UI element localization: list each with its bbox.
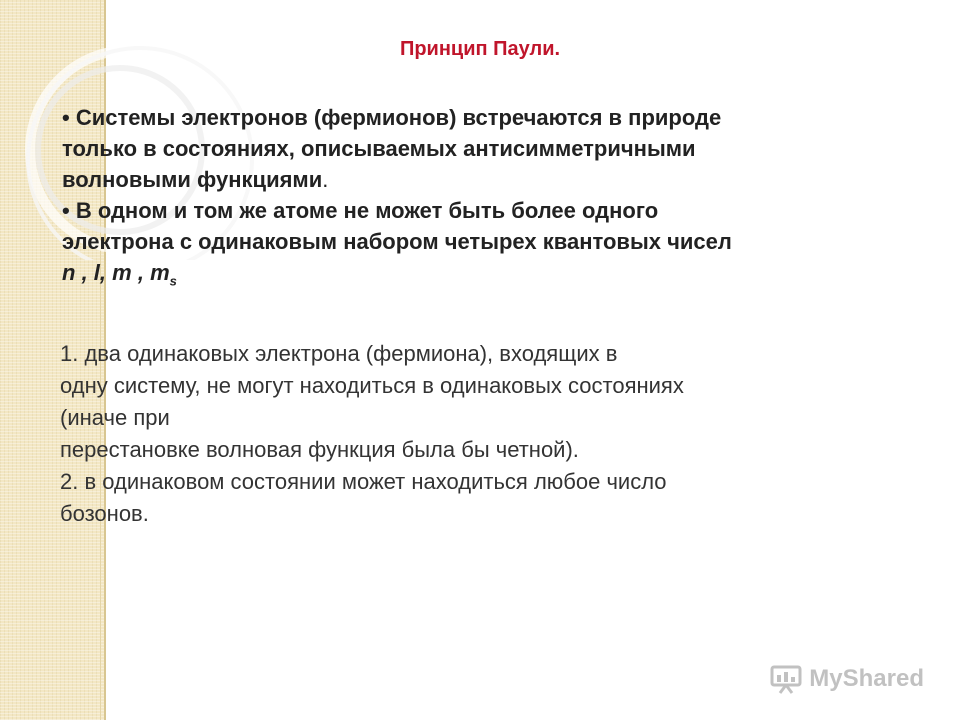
bullet-2-line-2: электрона с одинаковым набором четырех квантовых чисел (62, 229, 732, 254)
presentation-board-icon (769, 664, 803, 694)
bullet-1-line-2: только в состояниях, описываемых антисимметричными (62, 136, 696, 161)
qn-n: n (62, 260, 76, 285)
bullet-list (62, 102, 922, 296)
qn-ms-subscript: s (169, 273, 177, 289)
qn-l: l (93, 260, 100, 285)
note-line-3: (иначе при (60, 405, 170, 430)
mysharedwatermark (769, 664, 924, 694)
note-line-2: одну систему, не могут находиться в одинаковых состояниях (60, 373, 684, 398)
bullet-1-line-3-text: волновыми функциями (62, 167, 323, 192)
bullet-1-line-3 (62, 164, 922, 195)
quantum-numbers (62, 257, 922, 296)
watermark-text: MyShared (809, 665, 924, 692)
bullet-1-period: . (322, 167, 329, 192)
note-line-1: 1. два одинаковых электрона (фермиона), входящих в (60, 341, 618, 366)
numbered-notes (60, 338, 880, 530)
qn-ms: m (150, 260, 170, 285)
note-line-4: перестановке волновая функция была бы четной). (60, 437, 579, 462)
bullet-2-line-1: • В одном и том же атоме не может быть более одного (62, 198, 659, 223)
qn-sep-3: , (131, 260, 151, 285)
slide-title: Принцип Паули. (399, 38, 561, 60)
qn-m: m (112, 260, 132, 285)
bullet-1-line-1: • Системы электронов (фермионов) встречаются в природе (62, 105, 722, 130)
qn-sep-1: , (75, 260, 94, 285)
note-line-5: 2. в одинаковом состоянии может находиться любое число (60, 469, 667, 494)
note-line-6: бозонов. (60, 501, 149, 526)
qn-sep-2: , (99, 260, 113, 285)
